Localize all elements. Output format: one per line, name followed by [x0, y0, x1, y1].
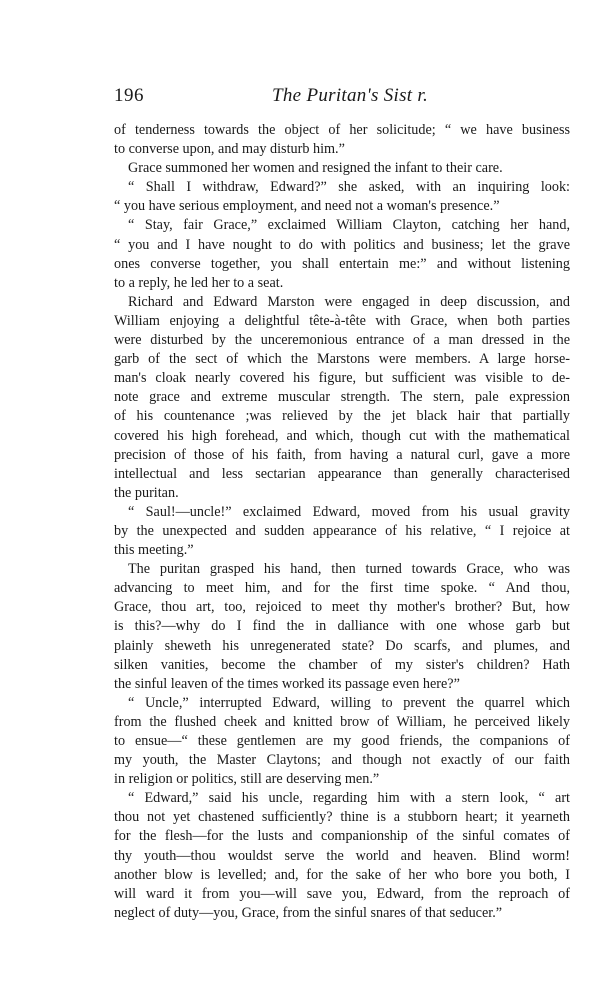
text-line: covered his high forehead, and which, though cut with the mathematical	[114, 427, 570, 444]
text-line: were disturbed by the unceremonious entrance of a man dressed in the	[114, 332, 570, 349]
running-title: The Puritan's Sist r.	[272, 85, 429, 106]
text-line: thou not yet chastened sufficiently? thine is a stubborn heart; it yearneth	[114, 809, 570, 826]
text-line: plainly sheweth his unregenerated state? Do scarfs, and plumes, and	[114, 637, 570, 654]
text-line: another blow is levelled; and, for the sake of her who bore you both, I	[114, 866, 570, 883]
text-line: man's cloak nearly covered his figure, but sufficient was visible to de-	[114, 370, 570, 387]
text-line: will ward it from you—will save you, Edward, from the reproach of	[114, 885, 570, 902]
text-line: “ Edward,” said his uncle, regarding him with a stern look, “ art	[128, 790, 570, 807]
text-line: “ you and I have nought to do with politics and business; let the grave	[114, 236, 570, 253]
text-line: Grace summoned her women and resigned the infant to their care.	[128, 160, 503, 177]
text-line: “ Shall I withdraw, Edward?” she asked, with an inquiring look:	[128, 179, 570, 196]
page-header	[114, 85, 570, 111]
text-line: “ Uncle,” interrupted Edward, willing to prevent the quarrel which	[128, 694, 570, 711]
text-line: neglect of duty—you, Grace, from the sinful snares of that seducer.”	[114, 904, 503, 921]
text-line: for the flesh—for the lusts and companionship of the sinful comates of	[114, 828, 570, 845]
text-line: is this?—why do I find the in dalliance with one whose garb but	[114, 618, 570, 635]
text-line: note grace and extreme muscular strength. The stern, pale expression	[114, 389, 570, 406]
text-line: this meeting.”	[114, 542, 194, 559]
text-line: the sinful leaven of the times worked its passage even here?”	[114, 675, 460, 692]
text-line: thy youth—thou wouldst serve the world and heaven. Blind worm!	[114, 847, 570, 864]
text-line: intellectual and less sectarian appearance than generally characterised	[114, 465, 570, 482]
text-line: Grace, thou art, too, rejoiced to meet thy mother's brother? But, how	[114, 599, 570, 616]
text-line: to ensue—“ these gentlemen are my good friends, the companions of	[114, 733, 570, 749]
text-line: silken vanities, become the chamber of my sister's children? Hath	[114, 656, 570, 673]
text-line: “ Stay, fair Grace,” exclaimed William Clayton, catching her hand,	[128, 217, 570, 234]
page-number: 196	[114, 85, 144, 106]
text-line: from the flushed cheek and knitted brow of William, he perceived likely	[114, 713, 570, 730]
text-line: in religion or politics, still are deserving men.”	[114, 771, 380, 788]
text-line: of tenderness towards the object of her solicitude; “ we have business	[114, 122, 570, 138]
text-line: Richard and Edward Marston were engaged in deep discussion, and	[128, 293, 570, 310]
text-line: to converse upon, and may disturb him.”	[114, 141, 345, 158]
text-line: The puritan grasped his hand, then turned towards Grace, who was	[128, 561, 570, 578]
text-line: advancing to meet him, and for the first time spoke. “ And thou,	[114, 580, 570, 597]
text-line: precision of those of his faith, from having a natural curl, gave a more	[114, 446, 570, 463]
text-line: William enjoying a delightful tête-à-tête with Grace, when both parties	[114, 312, 570, 329]
text-line: my youth, the Master Claytons; and though not exactly of our faith	[114, 752, 570, 769]
text-line: by the unexpected and sudden appearance of his relative, “ I rejoice at	[114, 522, 570, 539]
body-text	[114, 121, 570, 923]
text-line: to a reply, he led her to a seat.	[114, 274, 284, 291]
text-line: the puritan.	[114, 484, 179, 501]
text-line: “ Saul!—uncle!” exclaimed Edward, moved from his usual gravity	[128, 503, 570, 520]
text-line: garb of the sect of which the Marstons were members. A large horse-	[114, 351, 570, 368]
text-line: “ you have serious employment, and need not a woman's presence.”	[114, 198, 500, 215]
text-line: ones converse together, you shall entertain me:” and without listening	[114, 255, 570, 272]
text-line: of his countenance ;was relieved by the jet black hair that partially	[114, 408, 570, 425]
